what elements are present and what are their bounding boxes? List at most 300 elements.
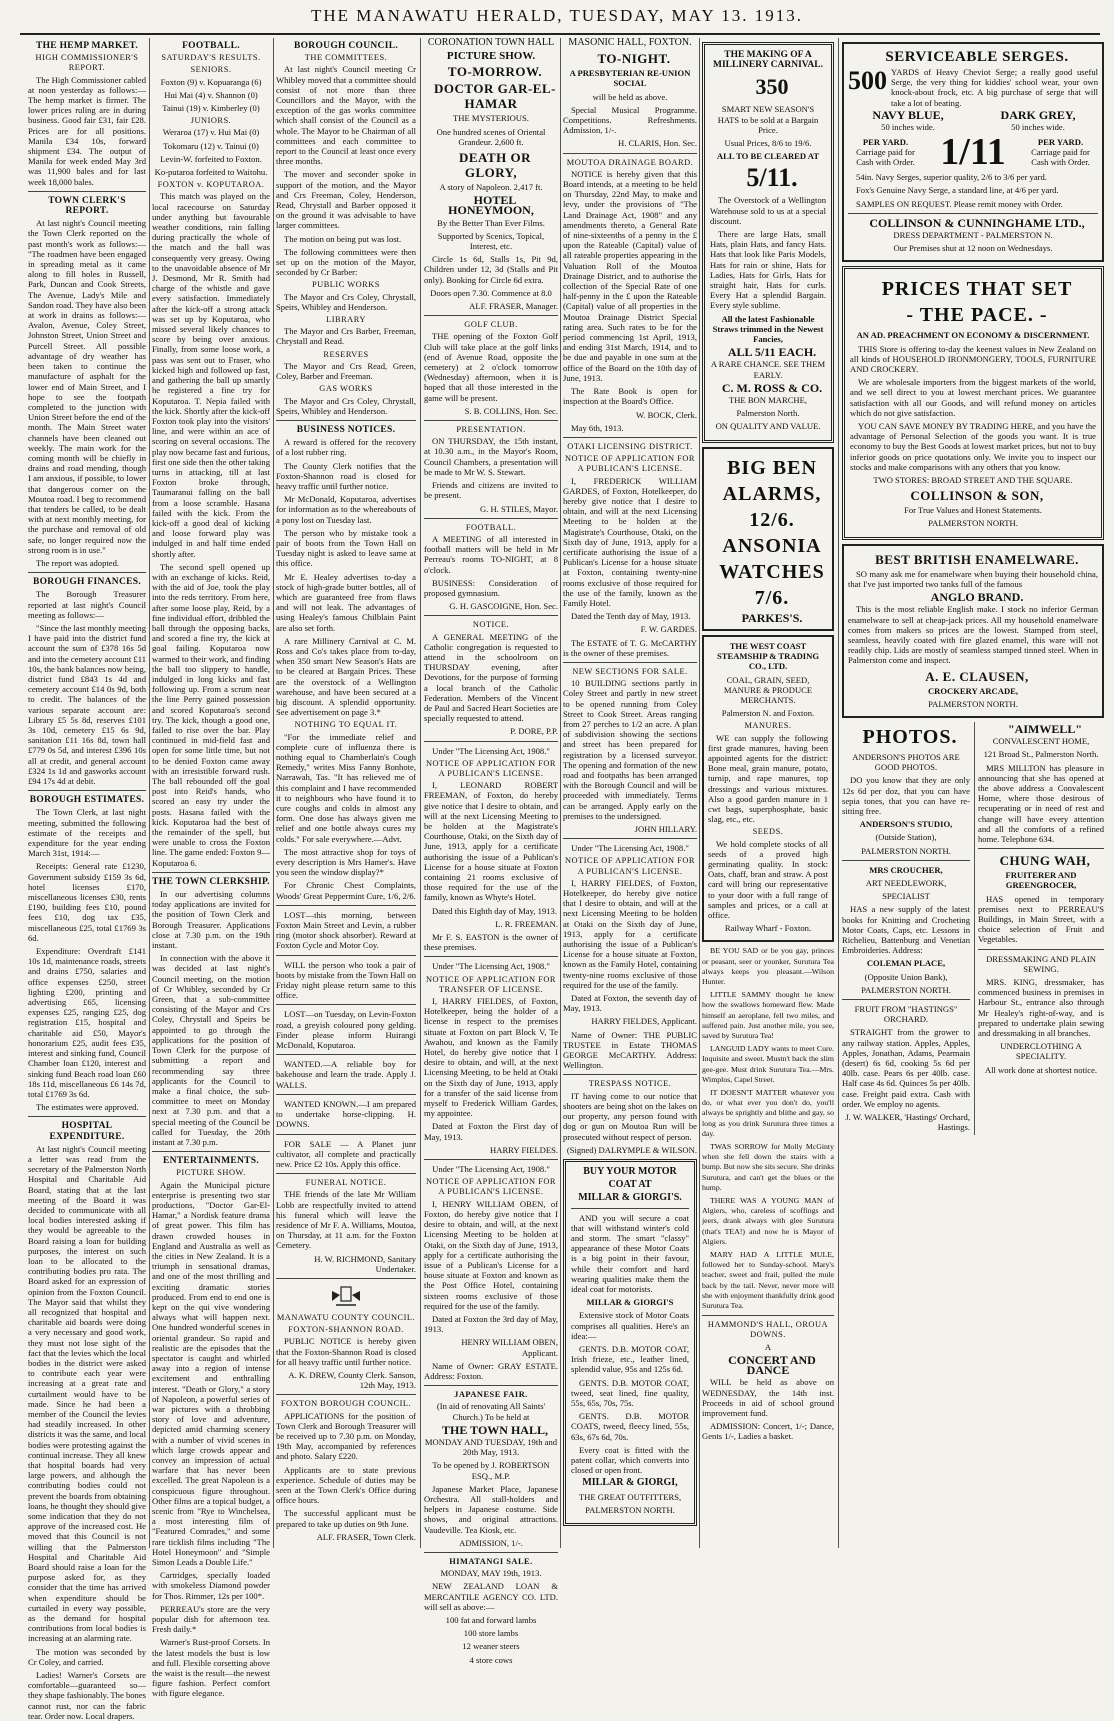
column-divider (273, 38, 274, 1548)
dressmaking-body: MRS. KING, dressmaker, has commenced business in premises in Harbour St., entrance also through Mr Healey's right-of-way, and is prepared to undertake plain sewing and dressmaking in all branches. (978, 976, 1104, 1038)
reunion-social-heading: A PRESBYTERIAN RE-UNION SOCIAL (569, 68, 691, 89)
death-or-glory-title: DEATH OR GLORY, (458, 150, 531, 181)
masthead: THE MANAWATU HERALD, TUESDAY, MAY 13. 1913. (310, 6, 804, 25)
photos-heading: PHOTOS. (862, 725, 958, 748)
chung-wah-heading: CHUNG WAH, (999, 853, 1091, 869)
aimwell-body: MRS MILLTON has pleasure in announcing that she has opened at the above address a Convalescent Home, where those desirous of recuperating or in need of rest and change will have every attention and all the comforts of a refined home. Telephone 634. (978, 762, 1104, 844)
japanese-fair-heading: JAPANESE FAIR. (454, 1390, 528, 1400)
parkes-brand: PARKES'S. (741, 610, 803, 625)
trespass-notice-body: IT having come to our notice that shooters are being shot on the lakes on our property, any person found with dog or gun on Moutoa Run will be prosecuted without respect of person. (563, 1090, 697, 1142)
serges-carriage (1023, 137, 1098, 168)
result-line: Hui Mai (4) v. Shannon (0) (164, 89, 258, 100)
drainage-board-date: May 6th, 1913. (571, 422, 624, 433)
business-notice: A reward is offered for the recovery of a lost rubber ring. (276, 437, 416, 458)
ansonia-heading: ANSONIA (722, 534, 822, 557)
presentation-signature: G. H. STILES, Mayor. (479, 503, 558, 514)
new-sections-heading: NEW SECTIONS FOR SALE. (572, 666, 688, 676)
divider (571, 1208, 689, 1209)
millinery-clearance-label: ALL TO BE CLEARED AT (716, 151, 820, 162)
golf-club-body: THE opening of the Foxton Golf Club will take place at the golf links (end of Avenue Road, opposite the cemetery) at 2 o'clock tomorrow (Wednesday) afternoon, when it is hoped that all those interested in the game will be present. (424, 331, 558, 403)
column-7 (842, 38, 1104, 1548)
navy-label: NAVY BLUE, (872, 107, 944, 122)
hospital-expenditure-body: At last night's Council meeting a letter was read from the secretary of the Palmerston North Hospital and Charitable Aid Board, stating that at the last meeting of the Board it was decided to communicate with all local bodies interested asking if they would be agreeable to the Board raising a loan for building purposes, the interest on such loan to be allocated to the contributing bodies pro rata. The Board asked for an expression of opinion from the Foxton Council. The Mayor said that whilst they all recognized that hospital and charitable aid boards were doing a very necessary and good work, they must not lose sight of the fact that the levies which the local bodies in the district were asked to contribute each year were increasing at a great rate and curtailment would have to be made. Since he had been a member of the Council the levies had steadily increased. In other districts it was the same, and local bodies were protesting against the continual increase. They all knew that hospital boards had very large powers, and although the contributing bodies could not prevent the boards from obtaining loans, he thought they should give some indication that they do not approve of the increased cost. He moved that this Council is not willing that the Palmerston Hospital and Charitable Aid Board should raise a loan for the purpose asked for, as they consider that the time has arrived when expenditure should be curtailed in every way possible, as the demand for hospital contributions from local bodies is increasing at an alarming rate. (28, 1143, 146, 1644)
millinery-usual-price: Usual Prices, 8/6 to 19/6. (724, 138, 812, 149)
masthead-rule (20, 33, 1100, 35)
millinery-body: SMART NEW SEASON'S HATS to be sold at a Bargain Price. (717, 104, 819, 135)
films-label: By the Better Than Ever Films. (437, 217, 545, 228)
japanese-fair-body: Japanese Market Place, Japanese Orchestra. All stall-holders and helpers in Japanese costume. Side shows, and original attractions. Vaudeville. Tea Kiosk, etc. (424, 1483, 558, 1535)
column-divider (838, 38, 839, 1548)
committee-label: GAS WORKS (319, 384, 373, 394)
west-coast-address: Railway Wharf - Foxton. (724, 923, 812, 934)
enamelware-body: SO many ask me for enamelware when buying their household china, that I've just imported two tanks full of the famous (848, 568, 1098, 589)
manures-body: WE can supply the following first grade manures, having been appointed agents for the district: Bone meal, grain manure, potato, turnip, and rape manures, top dressings and various mixtures. Also a good garden manure in 1 cwt bags, superphosphate, basic slag, etc., etc. (708, 732, 828, 825)
seniors-label: SENIORS. (190, 65, 232, 75)
japanese-fair-venue: THE TOWN HALL, (442, 1422, 548, 1437)
japanese-fair-date: MONDAY AND TUESDAY, 19th and 20th May, 1913. (424, 1436, 558, 1458)
licence-application-date: Dated at Foxton the 3rd day of May, 1913. (424, 1313, 558, 1335)
licence-transfer-date: Dated at Foxton the First day of May, 1913. (424, 1121, 558, 1142)
hemp-market-subheading: HIGH COMMISSIONER'S REPORT. (35, 53, 139, 73)
foxton-borough-body: APPLICATIONS for the position of Town Clerk and Borough Treasurer will be received up to 7.30 p.m. on Monday, 19th May, accompanied by references and photo. Salary £220. (276, 1410, 416, 1462)
ross-brand: C. M. ROSS & CO. (721, 380, 823, 395)
pace-body: We are wholesale importers from the biggest markets of the world, and we sell direct to you at lowest merchant prices. We guarantee satisfaction with all our Goods, and will refund money on articles which do not give satisfaction. (850, 377, 1096, 418)
divider (848, 213, 1098, 214)
crockery-arcade: CROCKERY ARCADE, (927, 685, 1019, 696)
grey-width: 50 inches wide. (1011, 122, 1065, 133)
match-report-second-half: The second spell opened up with an exchange of kicks. Reid, with the aid of Joe, took the play into the reds territory. From here, after some loose play, Reid, by a fine individual effort, dribbled the ball through the opposing backs, and scored a fine try, the kick at goal failing. Koputaroa now warmed to their work, and finding the ball too slippery to handle, indulged in long kicks and fast following up. From a scrum near the line Perry gained possession and scored Koputaroa's second try. The kick, though a good one, failed to rise over the bar. Play continued in mid-field fast and open for some little time, but not to be denied Foxton came away with an irresistible forward rush. The ball rebounded off the goal post into Reid's hands, who scored an easy try under the posts. Hasana failed with the kick. Koputaroa had the best of the remainder of the spell, but were unable to cross the Foxton line. The game ended: Foxton 9—Koputaroa 6. (152, 561, 270, 868)
ansonia-heading: WATCHES (719, 560, 825, 583)
motor-coat-brand: MILLAR & GIORGI, (582, 1477, 678, 1489)
surutura-jingle: BE YOU SAD or be you gay, princes or peasant, seer or younker, Surutura Tea always keeps you pleasant.—Wilson Hunter. (702, 946, 834, 986)
ross-tagline: ON QUALITY AND VALUE. (715, 421, 821, 432)
otaki-licensing-heading: OTAKI LICENSING DISTRICT. (567, 441, 693, 451)
carriage-note: Carriage paid for Cash with Order. (856, 147, 915, 168)
divider (424, 956, 558, 957)
serges-body: YARDS of Heavy Cheviot Serge; a really good useful Serge, the very thing for kiddies' school wear, your own knock-about frock, etc. A big purchase of serge that will take a lot of beating. (891, 67, 1098, 108)
committee-members: The Mayor and Crs Coley, Chrystall, Speirs, Whibley and Henderson. (276, 395, 416, 416)
result-line: Ko-putaroa forfeited to Waitohu. (154, 167, 268, 178)
borough-finances-heading: BOROUGH FINANCES. (32, 577, 142, 588)
reunion-social-body: will be held as above. (592, 91, 668, 102)
divider (276, 1394, 416, 1395)
divider (424, 518, 558, 519)
committee-members: The Mayor and Crs Barber, Freeman, Chrystall and Read. (276, 326, 416, 347)
foxton-borough-body: Applicants are to state previous experience. Schedule of duties may be seen at the Town Clerk's Office during office hours. (276, 1464, 416, 1506)
licence-application-date: Dated this Eighth day of May, 1913. (432, 905, 557, 916)
match-report-first-half: This match was played on the local racecourse on Saturday under anything but favourable weather conditions, rain falling during practically the whole of the match and the ball was consequently very greasy. Owing to the unavoidable absence of Mr J. Desmond, Mr R. Smith had charge of the whistle and gave every satisfaction. Immediately after the kick-off a strong attack was set up by Koputaroa, who missed several likely chances to score by being over anxious. Finally, from some loose work, a pass was sent out to Fraser, who kicked high and followed up fast, and gathering the ball up smartly he registered a fine try for Koputaroa. T. Nepia failed with the kick. Shortly after the kick-off Foxton took play into the visitors' line, and were within an ace of scoring on several occasions. The play now became fast and furious, first one side then the other taking turns in attacking, till at last Foxton broke through, Taumaranui falling on the ball from a loose scramble. Hasana failed with the kick. From the kick-off a good deal of kicking and loose forward play was indulged in and half time ended shortly after. (152, 191, 270, 559)
entertainments-heading: ENTERTAINMENTS. (162, 1156, 260, 1167)
motor-coat-item: GENTS. D.B. MOTOR COAT, Irish frieze, etc., leather lined, splendid value, 95s and 125s 6d. (571, 1343, 689, 1375)
hotel-honeymoon-title: HOTEL HONEYMOON, (448, 193, 534, 218)
japanese-fair-opener: To be opened by J. ROBERTSON ESQ., M.P. (432, 1460, 550, 1481)
chung-wah-subheading: FRUITERER AND GREENGROCER, (1005, 870, 1077, 891)
licensing-act-label: Under "The Licensing Act, 1908." (432, 961, 550, 972)
borough-finances-intro: The Borough Treasurer reported at last night's Council meeting as follows:— (28, 589, 146, 620)
divider (842, 999, 970, 1000)
foxton-borough-signature: ALF. FRASER, Town Clerk. (316, 1531, 416, 1542)
column-divider (974, 722, 975, 1136)
otaki-licensing-signature: F. W. GARDES. (640, 624, 697, 635)
croucher-place: COLEMAN PLACE, (866, 958, 946, 969)
chung-wah-body: HAS opened in temporary premises next to PERREAU'S Buildings, in Main Street, with a choice selection of Fruit and Vegetables. (978, 893, 1104, 945)
council-body: The motion on being put was lost. (284, 233, 402, 244)
county-council-body: PUBLIC NOTICE is hereby given that the Foxton-Shannon Road is closed for all heavy traffic until further notice. (276, 1336, 416, 1367)
croucher-heading: MRS CROUCHER, (869, 864, 943, 875)
underclothing-label: UNDERCLOTHING A SPECIALITY. (1000, 1041, 1082, 1062)
divider (276, 1004, 416, 1005)
result-line: Weraroa (17) v. Hui Mai (0) (162, 127, 260, 138)
licensing-act-label: Under "The Licensing Act, 1908." (571, 843, 689, 854)
catholic-notice-body: A GENERAL MEETING of the Catholic congregation is requested to attend in the schoolroom on THURSDAY evening, after Devotions, for the purpose of forming a local branch of the Catholic Federation. Members of the Vincent de Paul and Sacred Heart Societies are specially requested to attend. (424, 631, 558, 724)
column-divider (420, 38, 421, 1548)
manager-signature: ALF. FRASER, Manager. (469, 301, 558, 312)
for-sale-notice: FOR SALE — A Planet junr cultivator, all complete and practically new. Price £2 10s. Apply this office. (276, 1138, 416, 1169)
pace-body: THIS Store is offering to-day the keenest values in New Zealand on all kinds of HOUSEHOLD IRONMONGERY, TOOLS, FURNITURE AND CROCKERY. (850, 343, 1096, 375)
column-divider (149, 38, 150, 1548)
millinery-price: 5/11. (746, 163, 798, 193)
fruit-signature: J. W. WALKER, 'Hastings' Orchard, Hastings. (845, 1112, 970, 1133)
pace-heading: PRICES THAT SET (881, 278, 1073, 301)
surutura-jingle: IT DOESN'T MATTER whatever you do, or what ever you don't do, you'll always be sprightly and blithe and gay, so long as you drink Surutura three times a day. (702, 1088, 834, 1138)
carriage-note: Carriage paid for Cash with Order. (1031, 147, 1090, 168)
column-6 (702, 38, 834, 1548)
serges-body: SAMPLES ON REQUEST. Please remit money with Order. (856, 198, 1063, 209)
divider (842, 860, 970, 861)
football-meeting-business: BUSINESS: Consideration of proposed gymnasium. (424, 577, 558, 598)
serges-price-row (848, 132, 1098, 172)
golf-club-signature: S. B. COLLINS, Hon. Sec. (464, 405, 558, 416)
drainage-board-rate-book: The Rate Book is open for inspection at the Board's Office. (563, 386, 697, 407)
borough-estimates-expenditure: Expenditure: Overdraft £141 10s 1d, maintenance roads, streets and drains £750, salaries and office expenses £250, street lighting £200, printing and advertising £65, licensing expenses £25, ranging £25, dog registration £15, hospital and charitable aid £50, Mayor's honorarium £25, audit fees £35, interest and sinking fund, Council Chamber loan £120, interest and sinking fund Beach road loan £60 18s 11d, miscellaneous £6 14s 7d, total £1769 3s 6d. (28, 946, 146, 1099)
new-sections-signature: JOHN HILLARY. (634, 824, 697, 835)
big-ben-heading: BIG BEN (727, 456, 817, 479)
seeds-body: We hold complete stocks of all seeds of a proved high germinating quality. In stock: Oats, chaff, bran and straw. A post card will bring our representative to your door with a full range of samples and prices, or a call at office. (708, 838, 828, 920)
otaki-licensing-date: Dated the Tenth day of May, 1913. (571, 611, 691, 622)
presentation-body: ON THURSDAY, the 15th instant, at 10.30 a.m., in the Mayor's Room, Council Chambers, a presentation will be made to Mr W. S. Stewart. (424, 436, 558, 477)
otaki-licensing-body: I, FREDERICK WILLIAM GARDES, of Foxton, Hotelkeeper, do hereby give notice that I desire to obtain, and will at the next Licensing Meeting to be holden at the Magistrate's Courthouse, Otaki, on the Sixth day of June, 1913, apply for a certificate authorising the issue of a Publican's License for a house situate at Foxton, containing twenty-nine rooms exclusive of those required for the use of the family, known as the Family Hotel. (563, 475, 697, 608)
perreau-notice: PERREAU's store are the very popular dish for afternoon tea. Fresh daily.* (152, 1603, 270, 1635)
millinery-body: There are large Hats, small Hats, plain Hats, and fancy Hats. Hats that look like Paris Models, Hats for rain or shine, Hats for Ladies, Hats for Girls, Hats for straight hair, Hats for curls. Every Hat a splendid Bargain. Every style sublime. (710, 229, 826, 311)
divider (276, 1278, 416, 1279)
coat-of-arms-icon (326, 1283, 366, 1309)
drainage-board-body: NOTICE is hereby given that this Board intends, at a meeting to be held on Thursday, 22nd May, to make and levy, under the provisions of "The Land Drainage Act, 1908" and any amendments thereto, a General Rate of nine-sixteenths of a penny in the £ upon the Rateable (Capital) value of all rateable properties appearing in the Valuation Roll of the Moutoa Drainage District, and to authorise the collection of the Special Rate of one half-penny in the £ upon the Rateable (Capital) value of all properties in the Moutoa Drainage District Special rating area. Such rates to be for the period commencing 1st April, 1913, and ending 31st March, 1914, and to be due and payable in one sum at the office of the Board on the 10th day of June, 1913. (563, 168, 697, 383)
presentation-heading: PRESENTATION. (456, 425, 526, 435)
football-meeting-signature: G. H. GASCOIGNE, Hon. Sec. (449, 601, 558, 612)
licence-application-date: Dated at Foxton, the seventh day of May, 1913. (563, 993, 697, 1014)
croucher-body: HAS a new supply of the latest books for Knitting and Crocheting Motor Coats, Caps, etc. Lessons in Richelieu, Battenburg and Venetian Embroideries. Address: (842, 904, 970, 956)
serges-body: Fox's Genuine Navy Serge, a standard line, at 4/6 per yard. (856, 185, 1059, 196)
column-divider (699, 38, 700, 1548)
divider (424, 615, 558, 616)
motor-coat-item: GENTS. D.B. MOTOR COAT, tweed, seat lined, fine quality, 55s, 65s, 70s, 75s. (571, 1377, 689, 1408)
himatangi-sale-heading: HIMATANGI SALE. (449, 1556, 533, 1566)
doors-open: Doors open 7.30. Commence at 8.0 (430, 287, 552, 298)
concert-dance-heading: CONCERT AND DANCE (728, 1352, 816, 1378)
funeral-signature: H. W. RICHMOND, Sanitary Undertaker. (314, 1253, 416, 1274)
divider (424, 420, 558, 421)
millinery-straws: All the latest Fashionable Straws trimmed in the Newest Fancies, (712, 313, 824, 345)
divider (276, 420, 416, 421)
column-2 (152, 38, 270, 1699)
west-coast-heading: THE WEST COAST STEAMSHIP & TRADING CO., LTD. (716, 640, 820, 672)
borough-finances-body: "Since the last monthly meeting I have paid into the district fund account the sum of £378 16s 5d and into the cemetery account £11 10s, the bank balances now being, district fund £843 1s 4d and cemetery account £14 0s 9d, both to credit. The balances of the various separate account are: Library £5 5s 8d, reserves £101 3s 10d, cemetery £15 6s 9d, sanitation £11 16s 8d, town hall £779 0s 5d, and interest £396 10s all at credit, and general account £324 1s 1d and gasworks account £94 17s 4d at debit. (28, 622, 146, 787)
doctor-title: DOCTOR GAR-EL-HAMAR (434, 81, 556, 112)
shortest-notice-label: All work done at shortest notice. (984, 1064, 1098, 1075)
hammonds-hall-article: A (764, 1341, 772, 1352)
sale-item: 12 weaner steers (462, 1641, 520, 1652)
collinson-cunninghame-dept: DRESS DEPARTMENT - PALMERSTON N. (893, 230, 1053, 241)
fruit-body: STRAIGHT from the grower to any railway station. Apples, Apples, Apples, Jonathan, Adams, Pearmain (desert) 6s 6d, cooking 5s 6d per 40lb. case. Pears 6s per 40lb. case. Half case 4s 6d. Quinces 5s per 40lb. case. Freight paid extra. Cash with order. We employ no agents. (842, 1027, 970, 1109)
millinery-headline: THE MAKING OF A MILLINERY CARNIVAL. (713, 50, 823, 71)
big-ben-price: 12/6. (749, 508, 795, 531)
divider (152, 872, 270, 873)
business-notice: A rare Millinery Carnival at C. M. Ross and Co's takes place from to-day, when 350 smart New Season's Hats are to be cleared at Bargain Prices. These are the overstock of a Wellington warehouse, and have been secured at a big discount. A splendid opportunity. See advertisement on page 3.* (276, 635, 416, 718)
divider (563, 437, 697, 438)
match-heading: FOXTON v. KOPUTAROA. (157, 180, 265, 190)
surutura-jingle: THERE WAS A YOUNG MAN of Algiers, who, careless of scoffings and jeers, drank always with glee Surutura (that's TEA!) and now he is Mayor of Algiers. (702, 1196, 834, 1246)
divider (563, 153, 697, 154)
fruit-heading: FRUIT FROM "HASTINGS" ORCHARD. (854, 1003, 958, 1025)
column-5 (563, 38, 697, 1548)
scenes-label: One hundred scenes of Oriental Grandeur. 2,600 ft. (436, 126, 546, 147)
reunion-social-signature: H. CLARIS, Hon. Sec. (617, 138, 697, 149)
collinson-son-location: PALMERSTON NORTH. (928, 518, 1018, 529)
divider (978, 848, 1104, 849)
town-clerk-report-body: At last night's Council meeting the Town Clerk reported on the past month's work as follows:— "The roadmen have been engaged in spreading metal as it came along to fill holes in Russell, Park, Duncan and Cook Streets, The Avenue, Lady's Mile and Sandon road. They have also been at work in drains as follows:—Avalon, Avenue, Coley Street, Johnston Street, Union Street and Purcell Street. All possible advantage of dry weather has been taken to continue the manufacture of asphalt for the lower end of Main Street, and I hope to see the footpath completed to the junction with Union Street before the end of the month. The Main Street water channels have been cleaned out weekly. The main work for the coming month will be chiefly in drains and road mending, though I am anxious, if possible, to lower that dangerous corner on the Moutoa road. I beg to recommend that tenders be called, to be dealt with at next monthly meeting, for the purchase and removal of old safe, no longer required now the strong room is in use." (28, 218, 146, 555)
catholic-notice-heading: NOTICE. (472, 620, 510, 630)
pace-subheading: AN AD. PREACHMENT ON ECONOMY & DISCERNMENT. (856, 330, 1090, 341)
millinery-each-price: ALL 5/11 EACH. (727, 345, 817, 360)
council-body: The following committees were then set up on the motion of the Mayor, seconded by Cr Barber: (276, 246, 416, 278)
collinson-cunninghame-hours: Our Premises shut at 12 noon on Wednesdays. (893, 243, 1053, 254)
concert-dance-body: WILL be held as above on WEDNESDAY, the 14th inst. Proceeds in aid of school ground improvement fund. (702, 1377, 834, 1418)
anderson-outside: (Outside Station), (875, 832, 937, 843)
motor-coat-advert (563, 1159, 697, 1526)
crockery-location: PALMERSTON NORTH. (928, 698, 1018, 709)
divider (276, 905, 416, 906)
licence-application-heading: NOTICE OF APPLICATION FOR A PUBLICAN'S LICENSE. (426, 1177, 556, 1197)
football-meeting-heading: FOOTBALL. (465, 522, 517, 532)
divider (28, 1116, 146, 1117)
juniors-label: JUNIORS. (190, 116, 232, 126)
surutura-jingle: LITTLE SAMMY thought he knew how the swallows homeward flew. Made himself an aeroplane, fell two miles, and suffered pain. Just another mile, you see, saved by Surutura Tea! (702, 990, 834, 1040)
hospital-expenditure-motion: The motion was seconded by Cr Coley, and carried. (28, 1646, 146, 1667)
licensing-act-label: Under "The Licensing Act, 1908." (432, 745, 550, 756)
county-council-signature: A. K. DREW, County Clerk. Sanson, 12th May, 1913. (288, 1369, 416, 1391)
millinery-body: The Overstock of a Wellington Warehouse sold to us at a special discount. (710, 195, 826, 226)
business-notice: The person who by mistake took a pair of boots from the Town Hall on Tuesday night is asked to leave same at this office. (276, 527, 416, 569)
motor-coat-body: Extensive stock of Motor Coats comprises all qualities. Here's an idea:— (571, 1310, 689, 1341)
committee-label: RESERVES (323, 349, 369, 359)
peppermint-notice: For Chronic Chest Complaints, Woods' Great Peppermint Cure, 1/6, 2/6. (276, 880, 416, 901)
divider (28, 572, 146, 573)
per-yard-label: PER YARD. (862, 136, 909, 147)
boots-notice: WILL the person who took a pair of boots by mistake from the Town Hall on Friday night please return same to this office. (276, 959, 416, 1001)
napoleon-label: A story of Napoleon. 2,417 ft. (439, 182, 543, 193)
business-notice: Mr E. Healey advertises to-day a stock of high-grade butter bottles, all of which are guaranteed free from flaws and will not leak. The advantages of using Healey's famous Chilblain Paint are also set forth. (276, 571, 416, 633)
town-clerkship-heading: THE TOWN CLERKSHIP. (152, 876, 270, 887)
sale-item: 100 fat and forward lambs (445, 1615, 537, 1625)
council-body: The mover and seconder spoke in support of the motion, and the Mayor and Crs Freeman, Coley, Henderson, Read, Chrystall and Barber opposed it on the ground it was advisable to have larger committees. (276, 169, 416, 231)
enamelware-advert (842, 544, 1104, 718)
motor-coat-tagline: THE GREAT OUTFITTERS, (578, 1491, 682, 1502)
dressmaking-heading: DRESSMAKING AND PLAIN SEWING. (986, 953, 1096, 974)
council-body: At last night's Council meeting Cr Whibley moved that a committee should consist of not more than three Councillors and the Mayor, with the exception of the gas works committee which shall consist of the Council as a whole. The Mayor to be Chairman of all committees and each committee to report to the Council at least once every three months. (276, 64, 416, 167)
himatangi-sale-body: NEW ZEALAND LOAN & MERCANTILE AGENCY CO. LTD. will sell as above:— (424, 1581, 558, 1612)
business-notice: The County Clerk notifies that the Foxton-Shannon road is closed for heavy traffic until further notice. (276, 460, 416, 491)
motor-coat-body: AND you will secure a coat that will withstand winter's cold and storm. The smart "classy" appearance of these Motor Coats is a big point in their favour, while their comfort and hard wearing qualities make them the ideal coat for motorists. (571, 1212, 689, 1294)
surutura-jingle: LANGUID LADY wants to meet Cure. Inquisite and sweet. Mustn't back the slim gee-gee. Must drink Surutura Tea.—Mrs. Wimplos, Capel Street. (702, 1044, 834, 1084)
left-ad-column (842, 722, 970, 1136)
serges-carriage (848, 137, 923, 168)
motor-coat-brand: MILLAR & GIORGI'S (586, 1297, 674, 1308)
collinson-son-tagline: For True Values and Honest Statements. (904, 505, 1042, 516)
licensing-act-label: Under "The Licensing Act, 1908." (432, 1164, 550, 1175)
divider (276, 1173, 416, 1174)
licence-application-signature: HENRY WILLIAM OBEN, Applicant. (461, 1337, 558, 1358)
motor-coat-headline: MILLAR & GIORGI'S. (578, 1192, 682, 1204)
divider (424, 315, 558, 316)
town-clerk-report-adopted: The report was adopted. (36, 557, 120, 568)
divider (563, 838, 697, 839)
millinery-rare-chance: A RARE CHANCE. SEE THEM EARLY. (710, 359, 826, 380)
hammonds-hall-heading: HAMMOND'S HALL, OROUA DOWNS. (707, 1320, 829, 1340)
foxton-borough-body: The successful applicant must be prepared to take up duties on 9th June. (276, 1508, 416, 1529)
business-notice: Mr McDonald, Koputaroa, advertises for information as to the whereabouts of a pony lost on Tuesday last. (276, 494, 416, 525)
divider (276, 1094, 416, 1095)
reunion-social-programme: Special Musical Programme. Competitions. Refreshments. Admission, 1/-. (563, 104, 697, 136)
licence-application-heading: NOTICE OF APPLICATION FOR A PUBLICAN'S LICENSE. (565, 856, 695, 876)
foxton-borough-heading: FOXTON BOROUGH COUNCIL. (280, 1399, 412, 1409)
column-divider (560, 38, 561, 1548)
pace-heading: - THE PACE. - (906, 304, 1048, 327)
serges-advert (842, 42, 1104, 262)
divider (276, 955, 416, 956)
prices-pace-advert (842, 266, 1104, 539)
clausen-brand: A. E. CLAUSEN, (925, 668, 1029, 684)
concert-dance-admission: ADMISSION: Concert, 1/-; Dance, Gents 1/-, Ladies a basket. (702, 1421, 834, 1442)
anglo-brand: ANGLO BRAND. (930, 590, 1024, 605)
divider (28, 191, 146, 192)
serges-heading: SERVICEABLE SERGES. (885, 49, 1069, 65)
warner-notice: Warner's Rust-proof Corsets. In the latest models the bust is low and full. Flexible corsetting above the waist is the result—the newest figure fashion. Perfect comfort with figure elegance. (152, 1637, 270, 1699)
hemp-market-body: The High Commissioner cabled at noon yesterday as follows:— The hemp market is firmer. The lower prices ruling are in during business. Good fair £31, fair £28. Prices are for all positions. Manila £34 10s, forward shipment £34. The output of Manila for week ended May 3rd was 11,900 bales and for last week 18,000 bales. (28, 74, 146, 187)
licence-application-owner: Name of Owner: THE PUBLIC TRUSTEE in Estate THOMAS GEORGE McCARTHY. Address: Wellington. (563, 1029, 697, 1071)
himatangi-sale-date: MONDAY, MAY 19th, 1913. (440, 1568, 542, 1579)
picture-show-heading: PICTURE SHOW. (446, 50, 536, 63)
enamelware-body: This is the most reliable English make. I stock no inferior German enamelware to sell at cheap-jack prices. All my household enamelware comes from makers so prices are the lowest. Stamped from steel, seamless, heavily coated with fire glazed enamel, this ware will not readily chip. Lids are mostly of seamless stamped tinned steel. When in Palmerston come and inspect. (848, 604, 1098, 666)
drainage-board-heading: MOUTOA DRAINAGE BOARD. (566, 157, 694, 167)
wanted-boy-notice: WANTED.—A reliable boy for bakehouse and learn the trade. Apply J. WALLS. (276, 1059, 416, 1090)
divider (563, 1074, 697, 1075)
licence-application-signature: L. R. FREEMAN. (495, 918, 558, 929)
otaki-licensing-subheading: NOTICE OF APPLICATION FOR A PUBLICAN'S LICENSE. (565, 454, 695, 474)
borough-council-heading: BOROUGH COUNCIL. (293, 41, 399, 51)
football-meeting-body: A MEETING of all interested in football matters will be held in Mr Perreau's rooms TO-NIGHT, at 8 o'clock. (424, 533, 558, 575)
divider (152, 1151, 270, 1152)
licence-application-body: I, HARRY FIELDES, of Foxton, Hotelkeeper, do hereby give notice that I desire to obtain, and will at the next Licensing Meeting to be holden at Otaki on the Sixth day of June, 1913, apply for a certificate authorising the issue of a Publican's License for a house situate at Foxton, known as the Family Hotel, containing twenty-nine rooms exclusive of those required for the use of the family. (563, 877, 697, 990)
result-line: Tokomaru (12) v. Tainui (0) (163, 140, 259, 151)
croucher-subheading: ART NEEDLEWORK, (865, 877, 947, 888)
divider (424, 1385, 558, 1386)
big-ben-heading: ALARMS, (722, 482, 822, 505)
divider (978, 949, 1104, 950)
enamelware-heading: BEST BRITISH ENAMELWARE. (875, 551, 1079, 567)
corset-advert: Ladies! Warner's Corsets are comfortable—guaranteed so—they shape fashionably. The bones cannot rust, nor can the fabric tear. Order now. Local drapers. (28, 1670, 146, 1721)
per-yard-label: PER YARD. (1037, 136, 1084, 147)
committee-label: LIBRARY (326, 315, 366, 325)
county-council-heading: MANAWATU COUNTY COUNCIL. (276, 1312, 416, 1322)
hemp-market-heading: THE HEMP MARKET. (35, 41, 138, 51)
wanted-known-notice: WANTED KNOWN.—I am prepared to undertake horse-clipping. H. DOWNS. (276, 1098, 416, 1130)
sale-item: 100 store lambs (463, 1628, 519, 1639)
anderson-location: PALMERSTON NORTH. (861, 845, 951, 856)
divider (424, 1159, 558, 1160)
collinson-son-brand: COLLINSON & SON, (910, 488, 1044, 504)
tonight-heading: TO-NIGHT. (597, 51, 671, 67)
serges-colours (848, 108, 1098, 122)
borough-estimates-receipts: Receipts: General rate £1230, Government subsidy £159 3s 6d, hotel licenses £170, miscellaneous licenses £30, rents £190, building fees £10, pound fees £10, dog tax £35, miscellaneous £25, total £1769 3s 6d. (28, 861, 146, 943)
surutura-jingle: MARY HAD A LITTLE MULE, followed her to Sunday-school. Mary's teacher, sweet and frail, pulled the mule back by the tail. Never, never more will she with enjoyment thankfully drink good Surutura Tea. (702, 1250, 834, 1311)
committee-members: The Mayor and Crs Read, Green, Coley, Barber and Freeman. (276, 360, 416, 382)
licence-application-body: I, LEONARD ROBERT FREEMAN, of Foxton, do hereby give notice that I desire to obtain, and will at the next Licensing Meeting to be holden at the Magistrate's Courthouse, Otaki, on the Sixth day of June, 1913, apply for a certificate authorising the issue of a Publican's License for a house situate at Foxton containing 21 rooms exclusive of those required for the use of the family, known as Whyte's Hotel. (424, 780, 558, 903)
funeral-notice-heading: FUNERAL NOTICE. (305, 1178, 387, 1188)
cartridges-notice: Cartridges, specially loaded with smokeless Diamond powder for Thos. Rimmer, 12s per 100*. (152, 1570, 270, 1601)
borough-estimates-heading: BOROUGH ESTIMATES. (29, 795, 145, 806)
bottom-adverts (842, 722, 1104, 1136)
entertainments-body: Again the Municipal picture enterprise is presenting two star productions, "Doctor Gar-El-Hamar," a Nordisk feature drama of great power. This film has drawn crowded houses in England and Australia as well as the cities in New Zealand. It is a triumph in sensational dramas, and one of the most thrilling and exciting dramatic stories produced. From end to end one is kept on the qui vive wondering always what will happen next. One hundred wonderful scenes in oriental grandeur. So rapid and realistic are the episodes that the spectator is caught and whirled away into a region of intense excitement and enthralling interest. "Death or Glory," a story of Napoleon, a powerful series of war pictures with a throbbing story of love and adventure, depicted amid charming scenery with a number of vivid scenes in which large crowds appear and convey an impression of actual warfare that has never been excelled. The great Napoleon is a conspicuous figure throughout. Other films are a topical budget, a scenic from "Rye to Winchelsea, a most interesting film of "Featured Comrades," and some rare ticklish films including "The Hotel Honeymoon" and "Simple Simon Leads a Double Life." (152, 1179, 270, 1568)
motor-coat-location: PALMERSTON NORTH. (585, 1504, 675, 1515)
pace-body: YOU CAN SAVE MONEY BY TRADING HERE, and you have the advantage of Personal Selection of the goods you want. It is true economy to buy the Best Goods at lowest market prices, but not to buy inferior goods on price quotations only. We invite you to inspect our stocks and make comparisons with any others that you know. (850, 421, 1096, 472)
committees-subheading: THE COMMITTEES. (304, 53, 388, 63)
parkes-advert (702, 447, 834, 631)
licence-application-signature: HARRY FIELDES, Applicant. (591, 1016, 697, 1027)
serges-yards-count: 500 (848, 66, 887, 95)
photos-body: DO you know that they are only 12s 6d per doz, that you can have sepia tones, that you can have re-sitting free. (842, 775, 970, 816)
drainage-board-signature: W. BOCK, Clerk. (635, 409, 697, 420)
divider (563, 662, 697, 663)
column-4 (424, 37, 558, 1665)
result-line: Tainui (19) v. Kimberley (0) (162, 103, 260, 114)
sale-item: 4 store cows (469, 1654, 513, 1665)
borough-estimates-approved: The estimates were approved. (36, 1102, 139, 1113)
motor-coat-item: GENTS. D.B. MOTOR COATS, tweed, fleecy lined, 55s, 63s, 67s 6d, 70s. (571, 1411, 689, 1442)
masonic-hall-heading: MASONIC HALL, FOXTON. (568, 37, 692, 48)
golf-club-heading: GOLF CLUB. (464, 320, 518, 330)
west-coast-location: Palmerston N. and Foxton. (721, 708, 815, 719)
motor-coat-headline: BUY YOUR MOTOR (583, 1165, 677, 1177)
football-subheading: SATURDAY'S RESULTS. (161, 53, 261, 63)
tomorrow-heading: TO-MORROW. (447, 64, 543, 80)
result-line: Levin-W. forfeited to Foxton. (160, 153, 262, 164)
ansonia-price: 7/6. (754, 586, 790, 609)
town-clerk-report-heading: TOWN CLERK'S REPORT. (48, 195, 126, 217)
surutura-jingle: TWAS SORROW for Molly McGinty when she fell down the stairs with a bump. But now she sits secure. She drinks Surutura, and can't get the blues or the hump. (702, 1142, 834, 1192)
committee-members: The Mayor and Crs Coley, Chrystall, Speirs, Whibley and Henderson. (276, 291, 416, 312)
town-clerkship-body: In our advertising columns today applications are invited for the position of Town Clerk and Borough Treasurer. Applications close at 7.30 p.m. on the 19th instant. (152, 889, 270, 951)
licence-transfer-heading: NOTICE OF APPLICATION FOR TRANSFER OF LICENSE. (426, 974, 556, 994)
motor-coat-body: Every coat is fitted with the patent collar, which converts into closed or open front. (571, 1444, 689, 1476)
japanese-fair-subheading: (In aid of renovating All Saints' Church.) To be held at (436, 1401, 546, 1422)
mysterious-label: THE MYSTERIOUS. (453, 113, 529, 124)
manures-heading: MANURES. (744, 721, 792, 731)
licence-transfer-body: I, HARRY FIELDES, of Foxton, Hotelkeeper, being the holder of a license in respect to the premises situate at Foxton on part Block V, Te Awahou, and known as the Family Hotel, do hereby give notice that I desire to obtain, and will, at the next Licensing Meeting, to be held at Otaki on the Sixth day of June, 1913, apply for a transfer of the said license from myself to Frederick William Gardes, my appointee. (424, 996, 558, 1119)
supported-label: Supported by Scenics, Topical, Interest, etc. (437, 230, 545, 252)
west-coast-advert (702, 635, 834, 942)
croucher-opposite: (Opposite Union Bank), (864, 971, 948, 982)
business-notices-heading: BUSINESS NOTICES. (296, 424, 396, 435)
